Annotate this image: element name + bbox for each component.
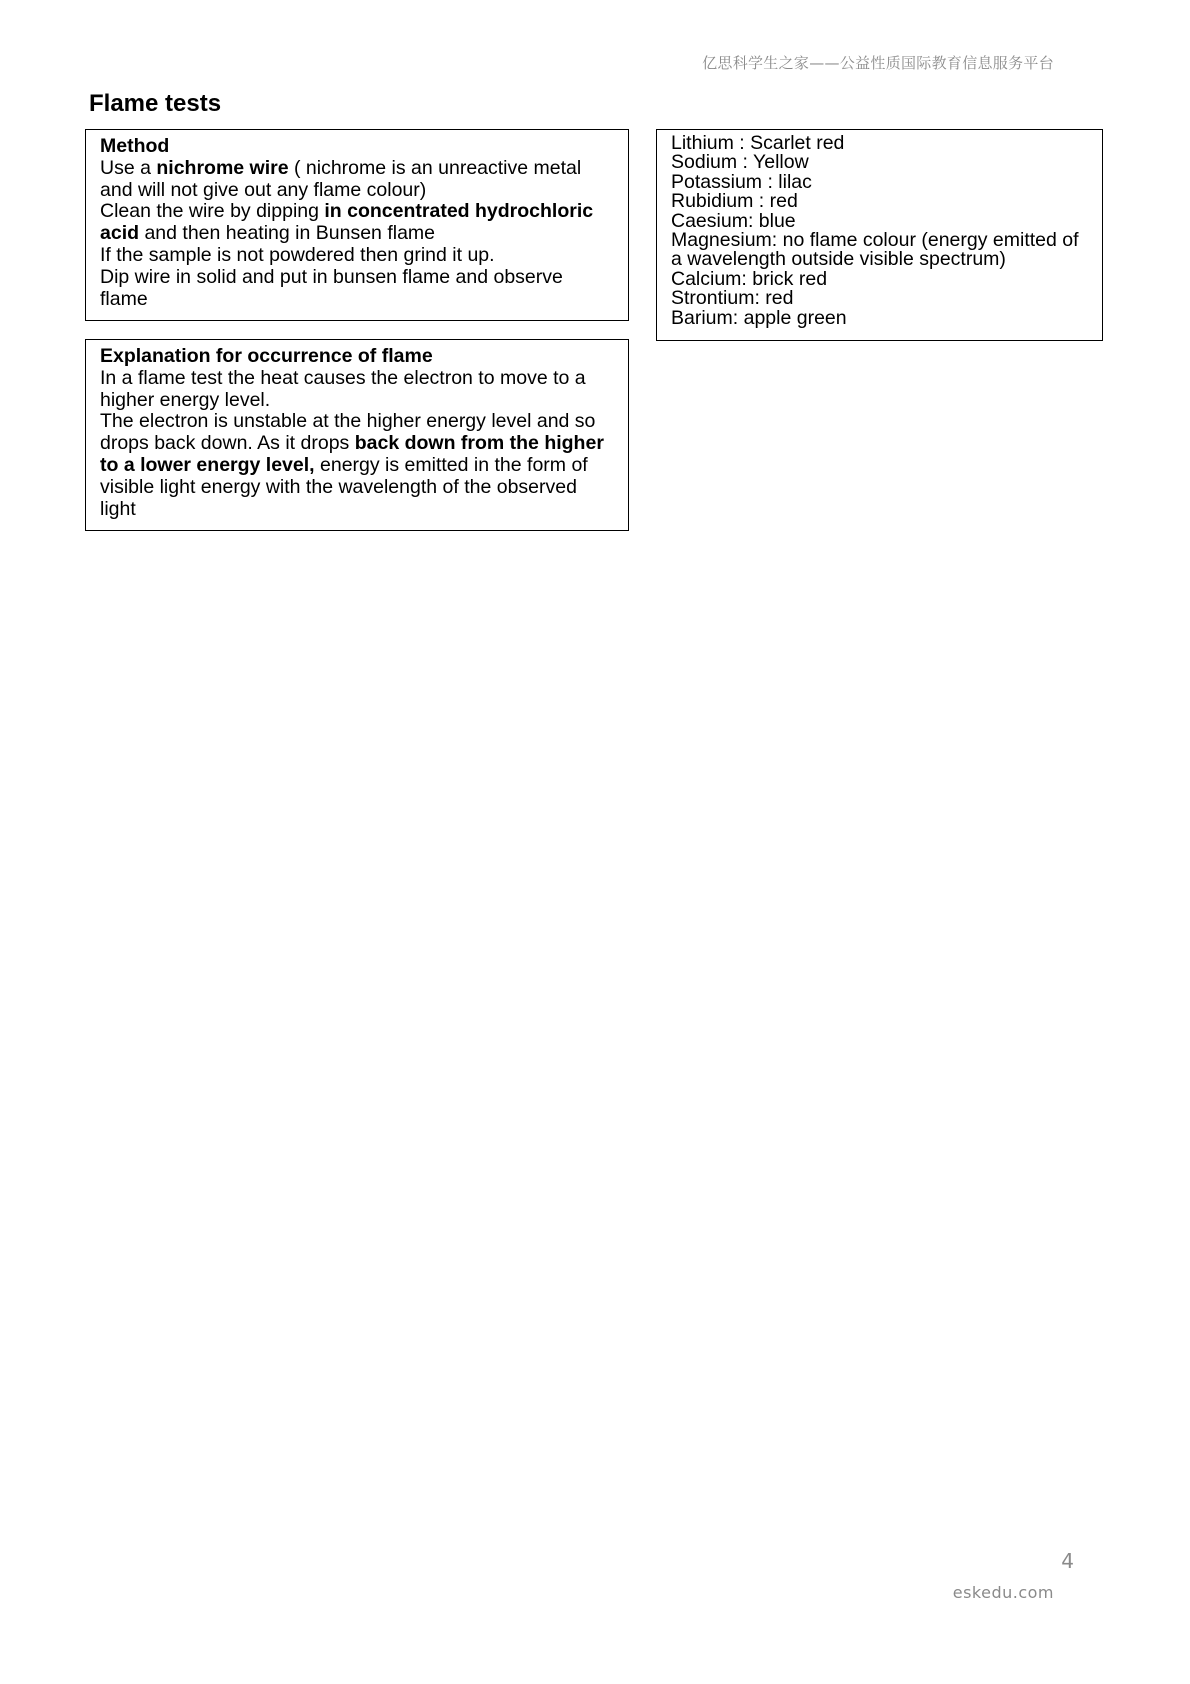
flame-colours-list (671, 134, 1088, 328)
method-box (85, 129, 629, 321)
method-step-clean-text: Clean the wire by dipping (100, 200, 325, 223)
explanation-paragraph-2-end: energy is emitted in the form of visible light energy with the wavelength of the observed light (100, 453, 588, 520)
explanation-paragraph-2 (100, 411, 614, 520)
method-step-wire-text: Use a (100, 156, 157, 179)
header-watermark: 亿思科学生之家——公益性质国际教育信息服务平台 (702, 54, 1054, 72)
flame-colours-box (656, 129, 1103, 341)
flame-colour-item: Rubidium : red (671, 190, 798, 213)
explanation-heading: Explanation for occurrence of flame (100, 345, 433, 367)
flame-colour-item: Strontium: red (671, 287, 794, 310)
flame-colour-item: Caesium: blue (671, 209, 796, 232)
explanation-box (85, 339, 629, 531)
method-step-wire (100, 158, 614, 202)
explanation-paragraph-1: In a flame test the heat causes the electron to move to a higher energy level. (100, 366, 586, 411)
flame-colour-item: Calcium: brick red (671, 267, 828, 290)
flame-colour-item: Potassium : lilac (671, 170, 812, 193)
footer-site: eskedu.com (952, 1583, 1054, 1602)
page-title: Flame tests (89, 90, 222, 117)
method-heading: Method (100, 135, 170, 157)
method-step-wire-note: ( nichrome is an unreactive metal and will not give out any flame colour) (100, 156, 582, 201)
method-step-observe: Dip wire in solid and put in bunsen flame and observe flame (100, 265, 563, 310)
method-step-grind: If the sample is not powdered then grind it up. (100, 243, 495, 266)
flame-colour-item: Magnesium: no flame colour (energy emitted of a wavelength outside visible spectrum) (671, 229, 1079, 271)
page-number: 4 (1061, 1549, 1074, 1573)
flame-colour-item: Lithium : Scarlet red (671, 132, 845, 154)
method-step-clean-emphasis: in concentrated hydrochloric acid (100, 200, 594, 245)
method-step-clean (100, 201, 614, 245)
method-step-wire-emphasis: nichrome wire (156, 156, 289, 179)
flame-colour-item: Barium: apple green (671, 306, 847, 329)
explanation-paragraph-2-emphasis: back down from the higher to a lower energy level, (100, 432, 604, 476)
method-step-clean-end: and then heating in Bunsen flame (139, 222, 435, 245)
flame-colour-item: Sodium : Yellow (671, 151, 809, 174)
explanation-paragraph-2-text: The electron is unstable at the higher energy level and so drops back down. As it drops (100, 410, 596, 455)
